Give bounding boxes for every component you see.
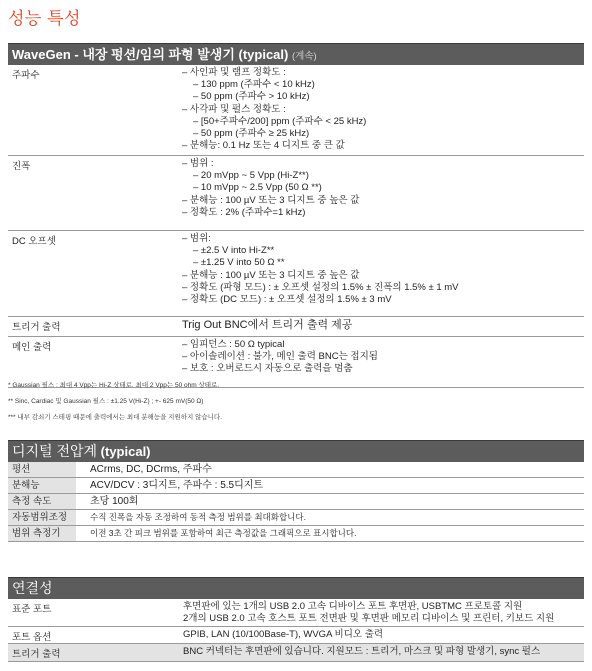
dvm-row-value: 수직 진폭을 자동 조정하여 동적 측정 범위를 최대화합니다.: [90, 512, 306, 522]
spec-line: – 정확도 (DC 모드) : ± 오프셋 설정의 1.5% ± 3 mV: [182, 294, 392, 306]
wavegen-row: [8, 65, 584, 156]
wavegen-row-value: [182, 319, 352, 331]
dvm-row-label: 분해능: [8, 478, 76, 493]
wavegen-row-label: DC 오프셋: [12, 236, 56, 247]
dvm-section-header: [8, 440, 584, 462]
connectivity-table: [8, 599, 584, 662]
spec-line: – 임피던스 : 50 Ω typical: [182, 339, 285, 350]
dvm-row-value: ACrms, DC, DCrms, 주파수: [90, 464, 212, 475]
wavegen-row: [8, 231, 584, 317]
dvm-row-value: ACV/DCV : 3디지트, 주파수 : 5.5디지트: [90, 480, 264, 491]
connectivity-row: [8, 627, 584, 644]
dvm-row-value: 초당 100회: [90, 496, 139, 507]
wavegen-heading-note: (계속): [291, 51, 317, 62]
spec-line: Trig Out BNC에서 트리거 출력 제공: [182, 319, 353, 331]
spec-line: – 20 mVpp ~ 5 Vpp (Hi-Z**): [193, 170, 309, 182]
wavegen-row: [8, 156, 584, 231]
spec-line: BNC 커넥터는 후면판에 있습니다. 지원모드 : 트리거, 마스크 및 파형 발생기, sync 펄스: [183, 646, 541, 657]
spec-line: – 50 ppm (주파수 > 10 kHz): [193, 91, 310, 103]
footnote-3: *** 내부 감쇠기 스테핑 때문에 출력에서는 최대 분해능을 지원하지 않습니다.: [8, 414, 223, 421]
wavegen-row-label: 메인 출력: [12, 342, 52, 353]
spec-line: – 사인파 및 램프 정확도 :: [182, 67, 286, 78]
dvm-row-value: 이전 3초 간 피크 범위를 포함하여 최근 측정값을 그래픽으로 표시합니다.: [90, 528, 357, 538]
wavegen-row-label: 트리거 출력: [12, 322, 61, 333]
spec-line: – 130 ppm (주파수 < 10 kHz): [193, 79, 315, 91]
wavegen-row-label: 진폭: [12, 161, 31, 172]
connectivity-row: [8, 599, 584, 627]
wavegen-row-value: [182, 158, 359, 219]
spec-line: – 범위:: [182, 233, 211, 244]
spec-line: – 분해능 : 100 µV 또는 3 디지트 중 높은 값: [182, 194, 360, 206]
connectivity-row-value: [183, 646, 540, 658]
spec-line: – 10 mVpp ~ 2.5 Vpp (50 Ω **): [193, 182, 322, 194]
wavegen-heading: WaveGen - 내장 펑션/임의 파형 발생기 (typical): [12, 47, 289, 62]
spec-line: – ±2.5 V into Hi-Z**: [193, 245, 275, 257]
connectivity-row: [8, 644, 584, 662]
spec-line: – 50 ppm (주파수 ≥ 25 kHz): [193, 128, 310, 140]
dvm-row-label: 평션: [8, 462, 76, 477]
wavegen-row-label: 주파수: [12, 70, 40, 81]
page-title: 성능 특성: [8, 9, 81, 28]
connectivity-row-value: [183, 629, 383, 641]
wavegen-row-value: [182, 233, 459, 306]
connectivity-row-label: 표준 포트: [12, 604, 52, 615]
connectivity-row-label: 포트 옵션: [12, 632, 52, 643]
spec-line: 2개의 USB 2.0 고속 호스트 포트 전면판 및 후면판 메모리 디바이스 및 프린터, 키보드 지원: [183, 613, 555, 624]
spec-line: – 사각파 및 펄스 정확도 :: [182, 103, 286, 115]
spec-line: – [50+주파수/200] ppm (주파수 < 25 kHz): [193, 115, 367, 127]
spec-line: – 정확도 : 2% (주파수=1 kHz): [182, 206, 306, 218]
wavegen-section-header: [8, 43, 584, 65]
spec-line: – 아이솔레이션 : 불가, 메인 출력 BNC는 접지됨: [182, 351, 378, 363]
dvm-row-label: 범위 측정기: [8, 526, 76, 541]
footnote-1: * Gaussian 필스 : 최대 4 Vpp는 Hi-Z 상태로. 최대 2 Vpp는 50 ohm 상태로.: [8, 382, 220, 389]
wavegen-row-value: [182, 67, 366, 152]
footnote-2: ** Sinc, Cardiac 및 Gaussian 필스 : ±1.25 V(Hi-Z) ; +- 625 mV(50 Ω): [8, 398, 204, 405]
dvm-row: [8, 510, 584, 526]
dvm-row-label: 자동범위조정: [8, 510, 76, 525]
dvm-row: [8, 526, 584, 542]
dvm-row-label: 측정 속도: [8, 494, 76, 509]
spec-line: – ±1.25 V into 50 Ω **: [193, 257, 285, 269]
wavegen-table: [8, 65, 584, 388]
dvm-heading-note: (typical): [100, 444, 151, 459]
dvm-heading: 디지털 전압계: [12, 443, 98, 459]
dvm-row: [8, 462, 584, 478]
dvm-table: [8, 462, 584, 542]
spec-line: – 분해능: 0.1 Hz 또는 4 디지트 중 큰 값: [182, 140, 345, 152]
dvm-row: [8, 478, 584, 494]
wavegen-row-value: [182, 339, 378, 376]
wavegen-row: [8, 317, 584, 337]
spec-line: – 보호 : 오버로드시 자동으로 출력을 멈춤: [182, 363, 353, 375]
spec-line: – 범위 :: [182, 158, 214, 169]
connectivity-row-label: 트리거 출력: [12, 649, 61, 660]
connectivity-row-value: [183, 601, 554, 625]
connectivity-heading: 연결성: [12, 580, 53, 596]
spec-line: – 정확도 (파형 모드) : ± 오프셋 설정의 1.5% ± 진폭의 1.5% ± 1 mV: [182, 281, 459, 293]
spec-line: GPIB, LAN (10/100Base-T), WVGA 비디오 출력: [183, 629, 384, 640]
connectivity-section-header: [8, 577, 584, 599]
dvm-row: [8, 494, 584, 510]
spec-line: 후면판에 있는 1개의 USB 2.0 고속 디바이스 포트 후면판, USBTMC 프로토콜 지원: [183, 601, 523, 612]
spec-line: – 분해능 : 100 µV 또는 3 디지트 중 높은 값: [182, 269, 360, 281]
